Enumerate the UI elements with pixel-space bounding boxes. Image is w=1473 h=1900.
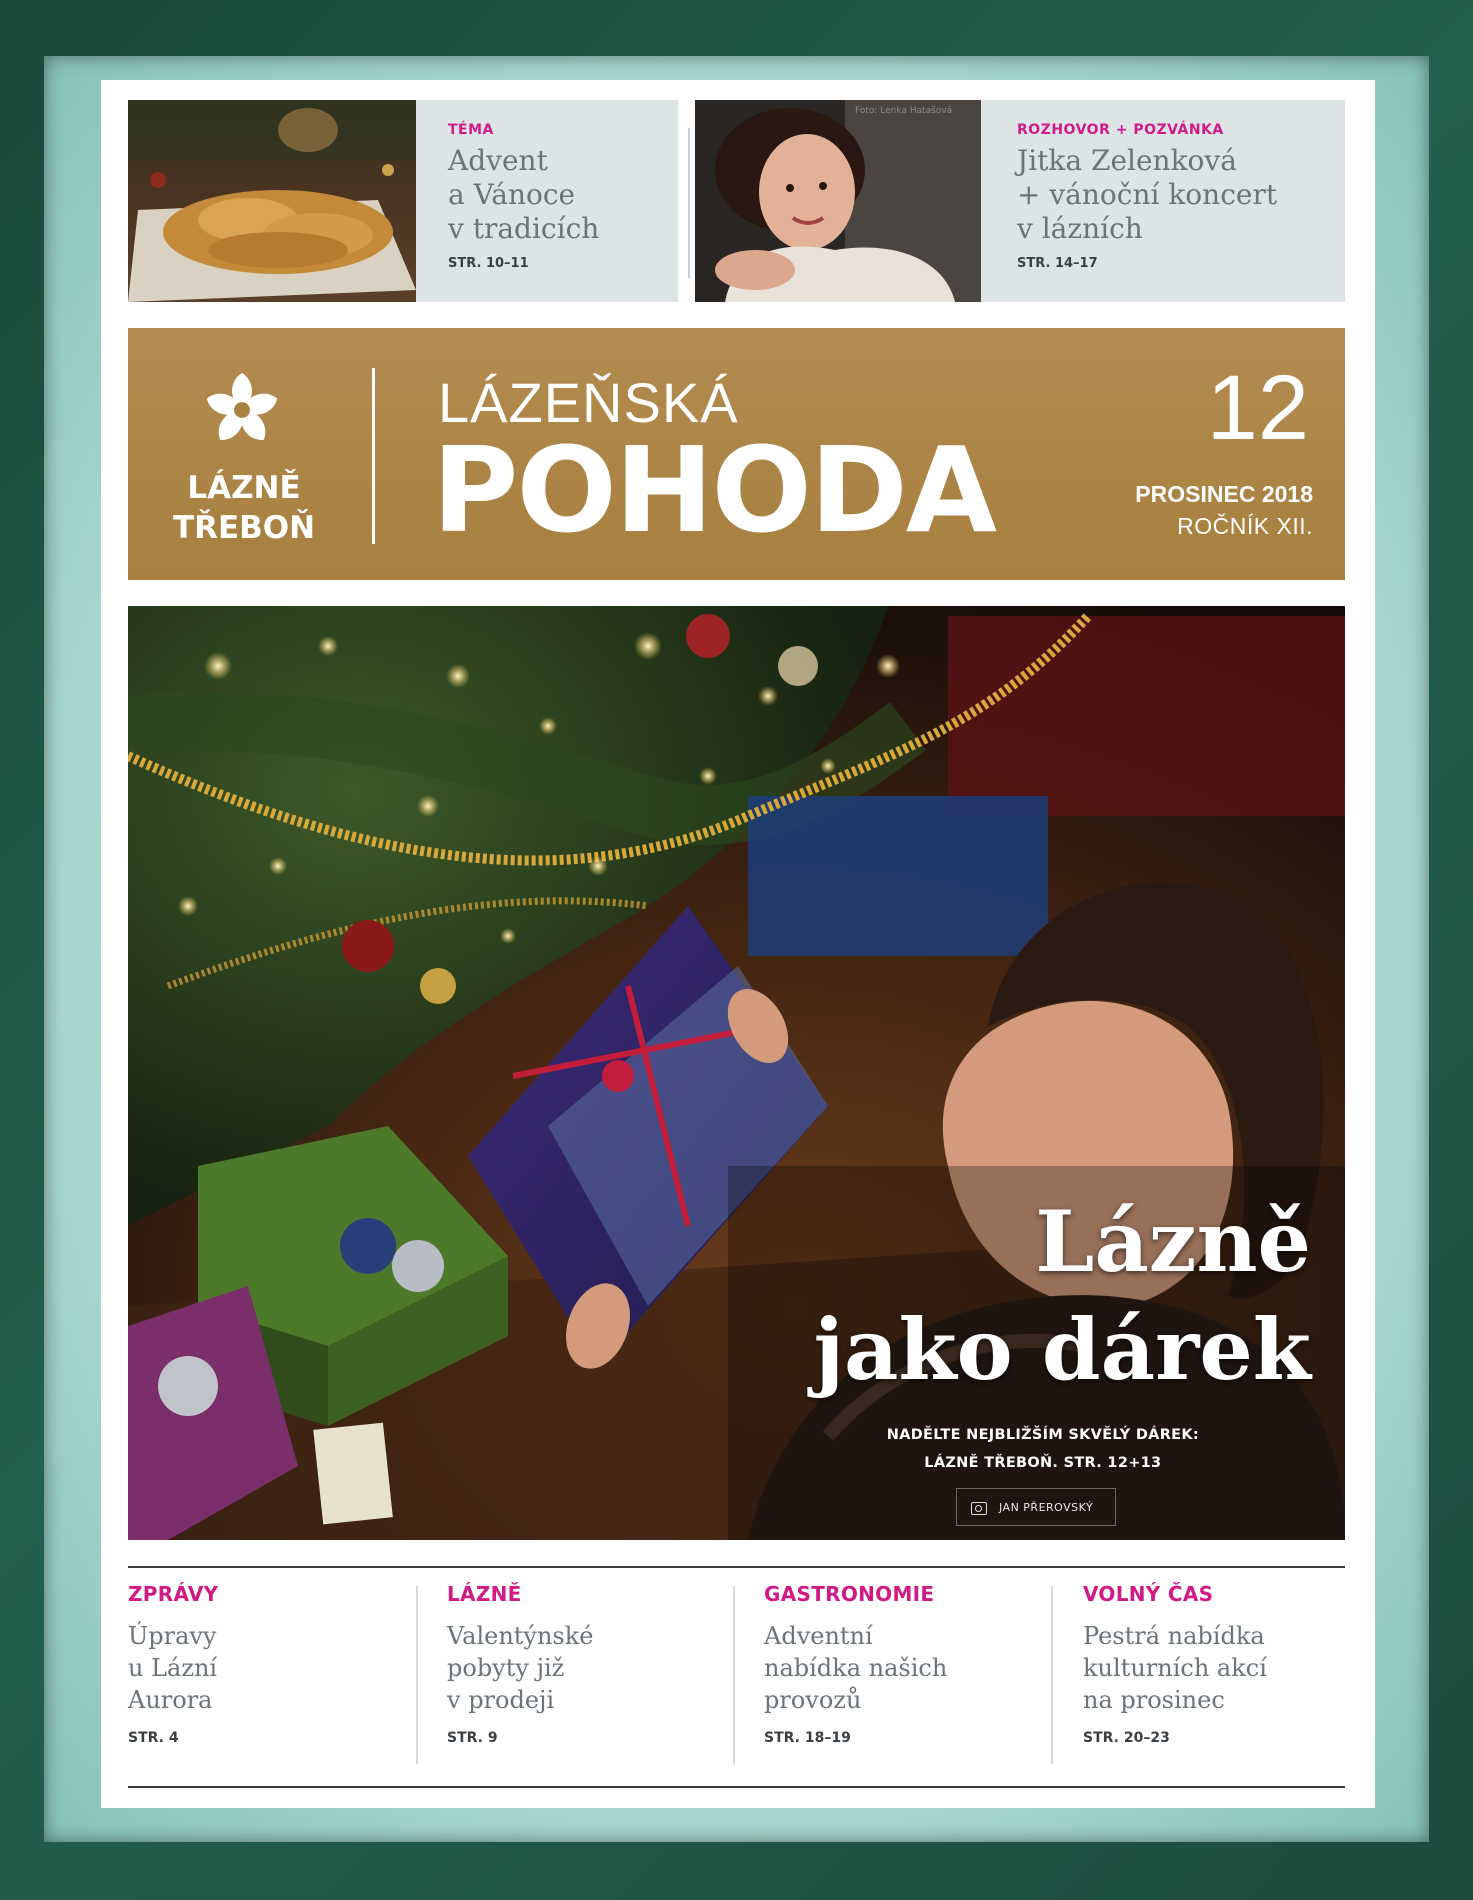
cover-subheadline: NADĚLTE NEJBLIŽŠÍM SKVĚLÝ DÁREK: LÁZNĚ TŘEBOŇ. STR. 12+13: [886, 1427, 1199, 1471]
issue-date: PROSINEC 2018: [1135, 481, 1313, 507]
section-news[interactable]: [128, 1582, 388, 1746]
section-divider: [416, 1586, 418, 1764]
braided-bread-photo: [128, 100, 416, 302]
teaser-title: Advent a Vánoce v tradicích: [448, 144, 600, 245]
teaser-kicker: ROZHOVOR + POZVÁNKA: [1017, 122, 1224, 138]
section-bottom-rule: [128, 1786, 1345, 1788]
section-leisure[interactable]: [1083, 1582, 1343, 1746]
section-title: Úpravy u Lázní Aurora: [128, 1622, 218, 1714]
camera-icon: [971, 1502, 987, 1515]
issue-number: 12: [1206, 357, 1309, 459]
masthead-title: POHODA: [432, 421, 996, 559]
section-spa[interactable]: [447, 1582, 707, 1746]
photo-credit: Foto: Lenka Hatašová: [855, 106, 953, 116]
section-title: Pestrá nabídka kulturních akcí na prosinec: [1083, 1622, 1267, 1714]
section-kicker: ZPRÁVY: [128, 1582, 219, 1606]
masthead: [128, 328, 1345, 580]
section-kicker: GASTRONOMIE: [764, 1582, 935, 1606]
masthead-divider: [372, 368, 375, 544]
flower-logo-icon: [198, 366, 286, 454]
section-divider: [733, 1586, 735, 1764]
section-page-ref: STR. 9: [447, 1730, 498, 1746]
section-page-ref: STR. 18–19: [764, 1730, 851, 1746]
teaser-page-ref: STR. 10–11: [448, 256, 529, 271]
section-page-ref: STR. 4: [128, 1730, 179, 1746]
section-top-rule: [128, 1566, 1345, 1568]
magazine-cover: [101, 80, 1375, 1808]
photographer-credit: JAN PŘEROVSKÝ: [956, 1488, 1116, 1526]
section-title: Adventní nabídka našich provozů: [764, 1622, 948, 1714]
issue-volume: ROČNÍK XII.: [1177, 513, 1313, 539]
section-page-ref: STR. 20–23: [1083, 1730, 1170, 1746]
section-kicker: LÁZNĚ: [447, 1582, 522, 1606]
section-title: Valentýnské pobyty již v prodeji: [447, 1622, 594, 1714]
brand-name: LÁZNĚ TŘEBOŇ: [172, 470, 316, 546]
teaser-interview[interactable]: [695, 100, 1345, 302]
section-gastronomy[interactable]: [764, 1582, 1024, 1746]
cover-headline: Lázně jako dárek: [813, 1192, 1311, 1399]
masthead-overline: LÁZEŇSKÁ: [438, 371, 739, 434]
issue-info: [1135, 478, 1313, 542]
teaser-title: Jitka Zelenková + vánoční koncert v lázních: [1017, 144, 1278, 245]
teaser-advent[interactable]: [128, 100, 678, 302]
singer-portrait-photo: [695, 100, 981, 302]
section-kicker: VOLNÝ ČAS: [1083, 1582, 1214, 1606]
cover-story[interactable]: [128, 606, 1345, 1540]
teaser-page-ref: STR. 14–17: [1017, 256, 1098, 271]
teaser-divider: [688, 128, 690, 278]
teaser-kicker: TÉMA: [448, 122, 494, 138]
section-divider: [1051, 1586, 1053, 1764]
